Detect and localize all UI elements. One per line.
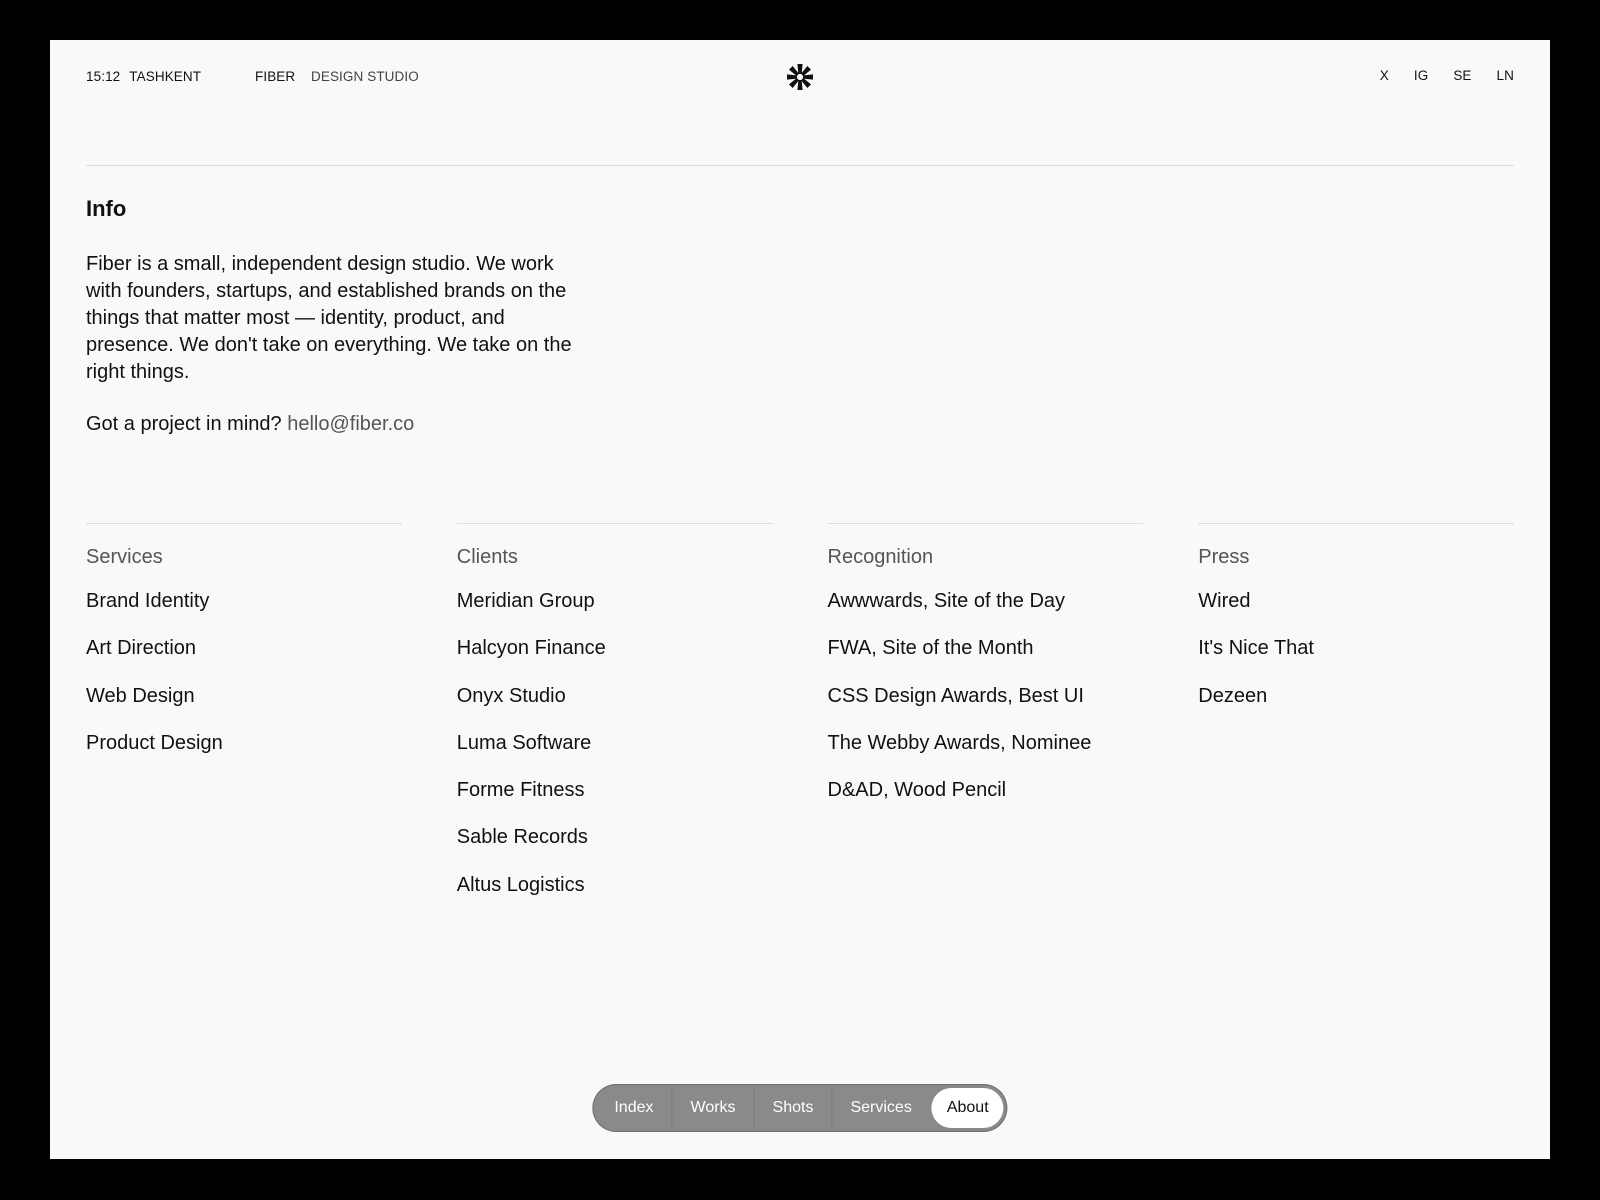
nav-about[interactable]: About	[932, 1088, 1004, 1128]
list-item: FWA, Site of the Month	[827, 637, 1034, 660]
page	[50, 40, 1550, 1159]
nav-index[interactable]: Index	[614, 1099, 654, 1116]
list-item: Forme Fitness	[456, 779, 585, 802]
email-link[interactable]: hello@fiber.co	[287, 413, 415, 435]
social-link-x[interactable]: X	[1379, 68, 1389, 83]
list-item: It's Nice That	[1198, 637, 1314, 660]
info-columns	[86, 523, 1514, 921]
clients-column	[457, 523, 773, 921]
contact-cta	[86, 413, 414, 436]
list-item: D&AD, Wood Pencil	[827, 779, 1007, 802]
column-heading: Recognition	[827, 546, 934, 568]
recognition-column	[828, 523, 1144, 921]
column-heading: Clients	[456, 546, 518, 568]
bottom-nav	[592, 1084, 1007, 1132]
list-item: Brand Identity	[86, 590, 210, 612]
header	[86, 63, 1514, 89]
column-heading: Services	[86, 546, 163, 568]
column-heading: Press	[1198, 546, 1250, 568]
list-item: Awwwards, Site of the Day	[827, 590, 1066, 612]
nav-shots[interactable]: Shots	[754, 1088, 832, 1128]
cta-prefix: Got a project in mind?	[86, 413, 282, 435]
list-item: Web Design	[86, 684, 195, 707]
list-item: CSS Design Awards, Best UI	[827, 684, 1084, 707]
list-item: Halcyon Finance	[456, 637, 606, 660]
list-item: Product Design	[86, 731, 223, 754]
list-item: The Webby Awards, Nominee	[827, 731, 1092, 754]
list-item: Sable Records	[456, 826, 588, 849]
divider	[86, 165, 1514, 166]
social-link-ig[interactable]: IG	[1413, 68, 1429, 83]
asterisk-logo-icon[interactable]	[785, 62, 815, 92]
info-paragraph: Fiber is a small, independent design studio. We work with founders, startups, and established brands on the things that matter most — identity, product, and presence. We don't take on everything. We take on the right things.	[86, 253, 572, 383]
press-column	[1198, 523, 1514, 921]
local-time: 15:12	[86, 68, 121, 84]
list-item: Meridian Group	[456, 590, 595, 612]
list-item: Luma Software	[456, 731, 592, 754]
list-item: Altus Logistics	[456, 873, 585, 896]
list-item: Dezeen	[1198, 684, 1268, 707]
list-item: Wired	[1198, 590, 1251, 612]
brand-tagline: DESIGN STUDIO	[311, 68, 419, 84]
social-link-se[interactable]: SE	[1453, 68, 1472, 83]
nav-services[interactable]: Services	[831, 1088, 929, 1128]
nav-works[interactable]: Works	[672, 1088, 754, 1128]
list-item: Onyx Studio	[456, 684, 566, 707]
list-item: Art Direction	[86, 637, 197, 660]
brand-name[interactable]: FIBER	[255, 68, 296, 84]
social-links	[1355, 68, 1514, 83]
services-column	[86, 523, 402, 921]
info-heading: Info	[86, 196, 127, 221]
social-link-ln[interactable]: LN	[1496, 68, 1514, 83]
city-label: TASHKENT	[129, 68, 202, 84]
